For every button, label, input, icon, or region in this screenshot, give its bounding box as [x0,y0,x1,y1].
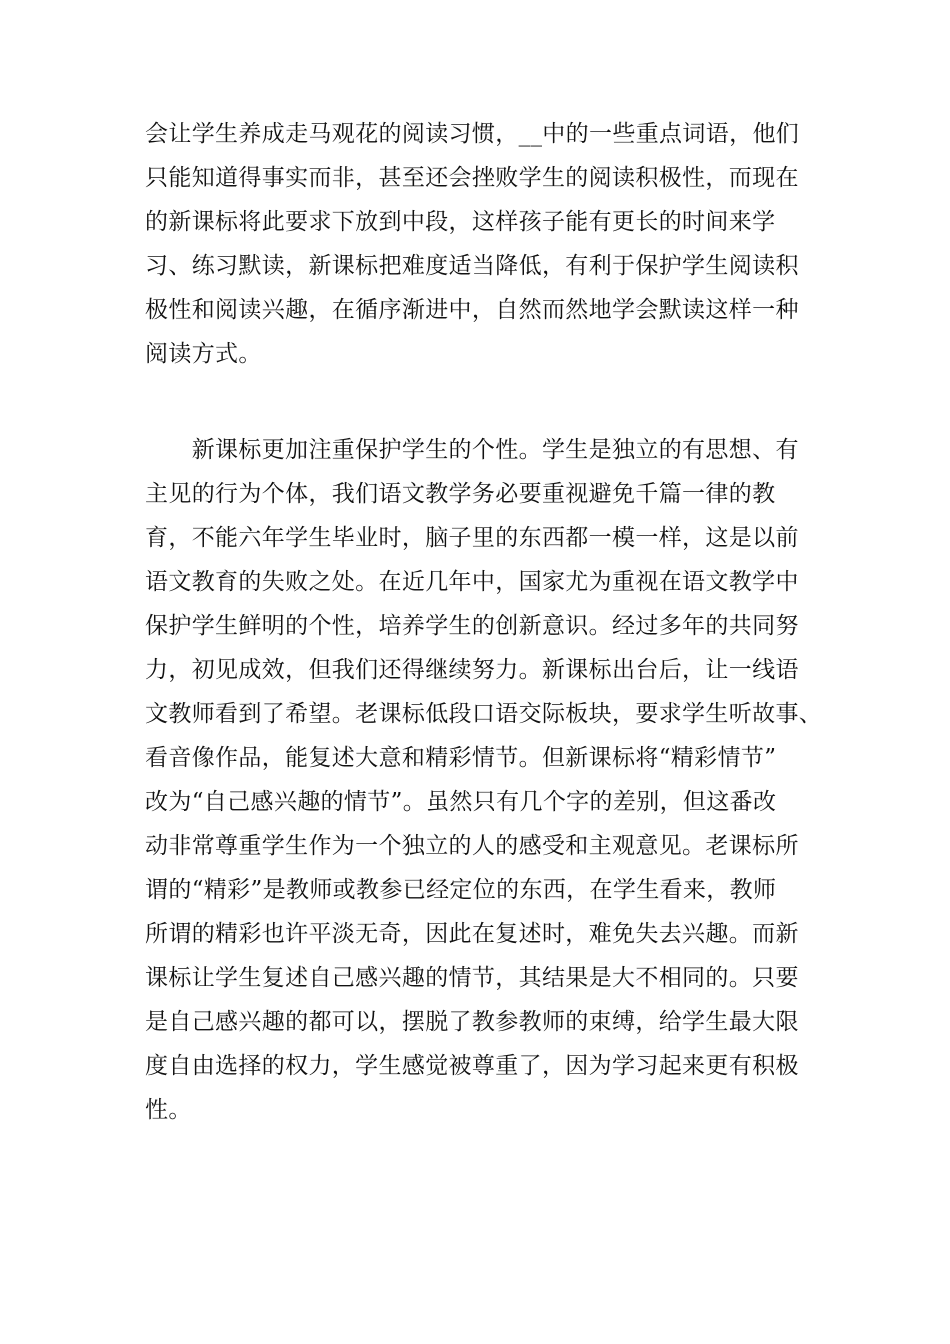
paragraph-line: 力，初见成效，但我们还得继续努力。新课标出台后，让一线语 [145,657,799,683]
paragraph-line: 性。 [145,1097,192,1123]
paragraph-line: 习、练习默读，新课标把难度适当降低，有利于保护学生阅读积 [145,253,799,279]
paragraph-line: 极性和阅读兴趣，在循序渐进中，自然而然地学会默读这样一种 [145,297,799,323]
paragraph-line: 谓的“精彩”是教师或教参已经定位的东西，在学生看来，教师 [145,877,777,903]
paragraph-line: 动非常尊重学生作为一个独立的人的感受和主观意见。老课标所 [145,833,799,859]
paragraph-line: 所谓的精彩也许平淡无奇，因此在复述时，难免失去兴趣。而新 [145,921,799,947]
paragraph-line: 语文教育的失败之处。在近几年中，国家尤为重视在语文教学中 [145,569,799,595]
paragraph-line: 文教师看到了希望。老课标低段口语交际板块，要求学生听故事、 [145,701,823,727]
paragraph-line: 的新课标将此要求下放到中段，这样孩子能有更长的时间来学 [145,209,776,235]
paragraph-line: 保护学生鲜明的个性，培养学生的创新意识。经过多年的共同努 [145,613,799,639]
paragraph-line: 度自由选择的权力，学生感觉被尊重了，因为学习起来更有积极 [145,1053,799,1079]
paragraph-line: 主见的行为个体，我们语文教学务必要重视避免千篇一律的教 [145,481,776,507]
paragraph-line: 新课标更加注重保护学生的个性。学生是独立的有思想、有 [145,437,799,463]
paragraph-line: 改为“自己感兴趣的情节”。虽然只有几个字的差别，但这番改 [145,789,777,815]
paragraph-line: 育，不能六年学生毕业时，脑子里的东西都一模一样，这是以前 [145,525,799,551]
paragraph-1 [145,112,810,376]
paragraph-line: 会让学生养成走马观花的阅读习惯，__中的一些重点词语，他们 [145,121,800,147]
paragraph-line: 是自己感兴趣的都可以，摆脱了教参教师的束缚，给学生最大限 [145,1009,799,1035]
paragraph-line: 看音像作品，能复述大意和精彩情节。但新课标将“精彩情节” [145,745,777,771]
paragraph-line: 阅读方式。 [145,341,262,367]
paragraph-line: 课标让学生复述自己感兴趣的情节，其结果是大不相同的。只要 [145,965,799,991]
paragraph-line: 只能知道得事实而非，甚至还会挫败学生的阅读积极性，而现在 [145,165,799,191]
paragraph-2 [145,428,823,1132]
